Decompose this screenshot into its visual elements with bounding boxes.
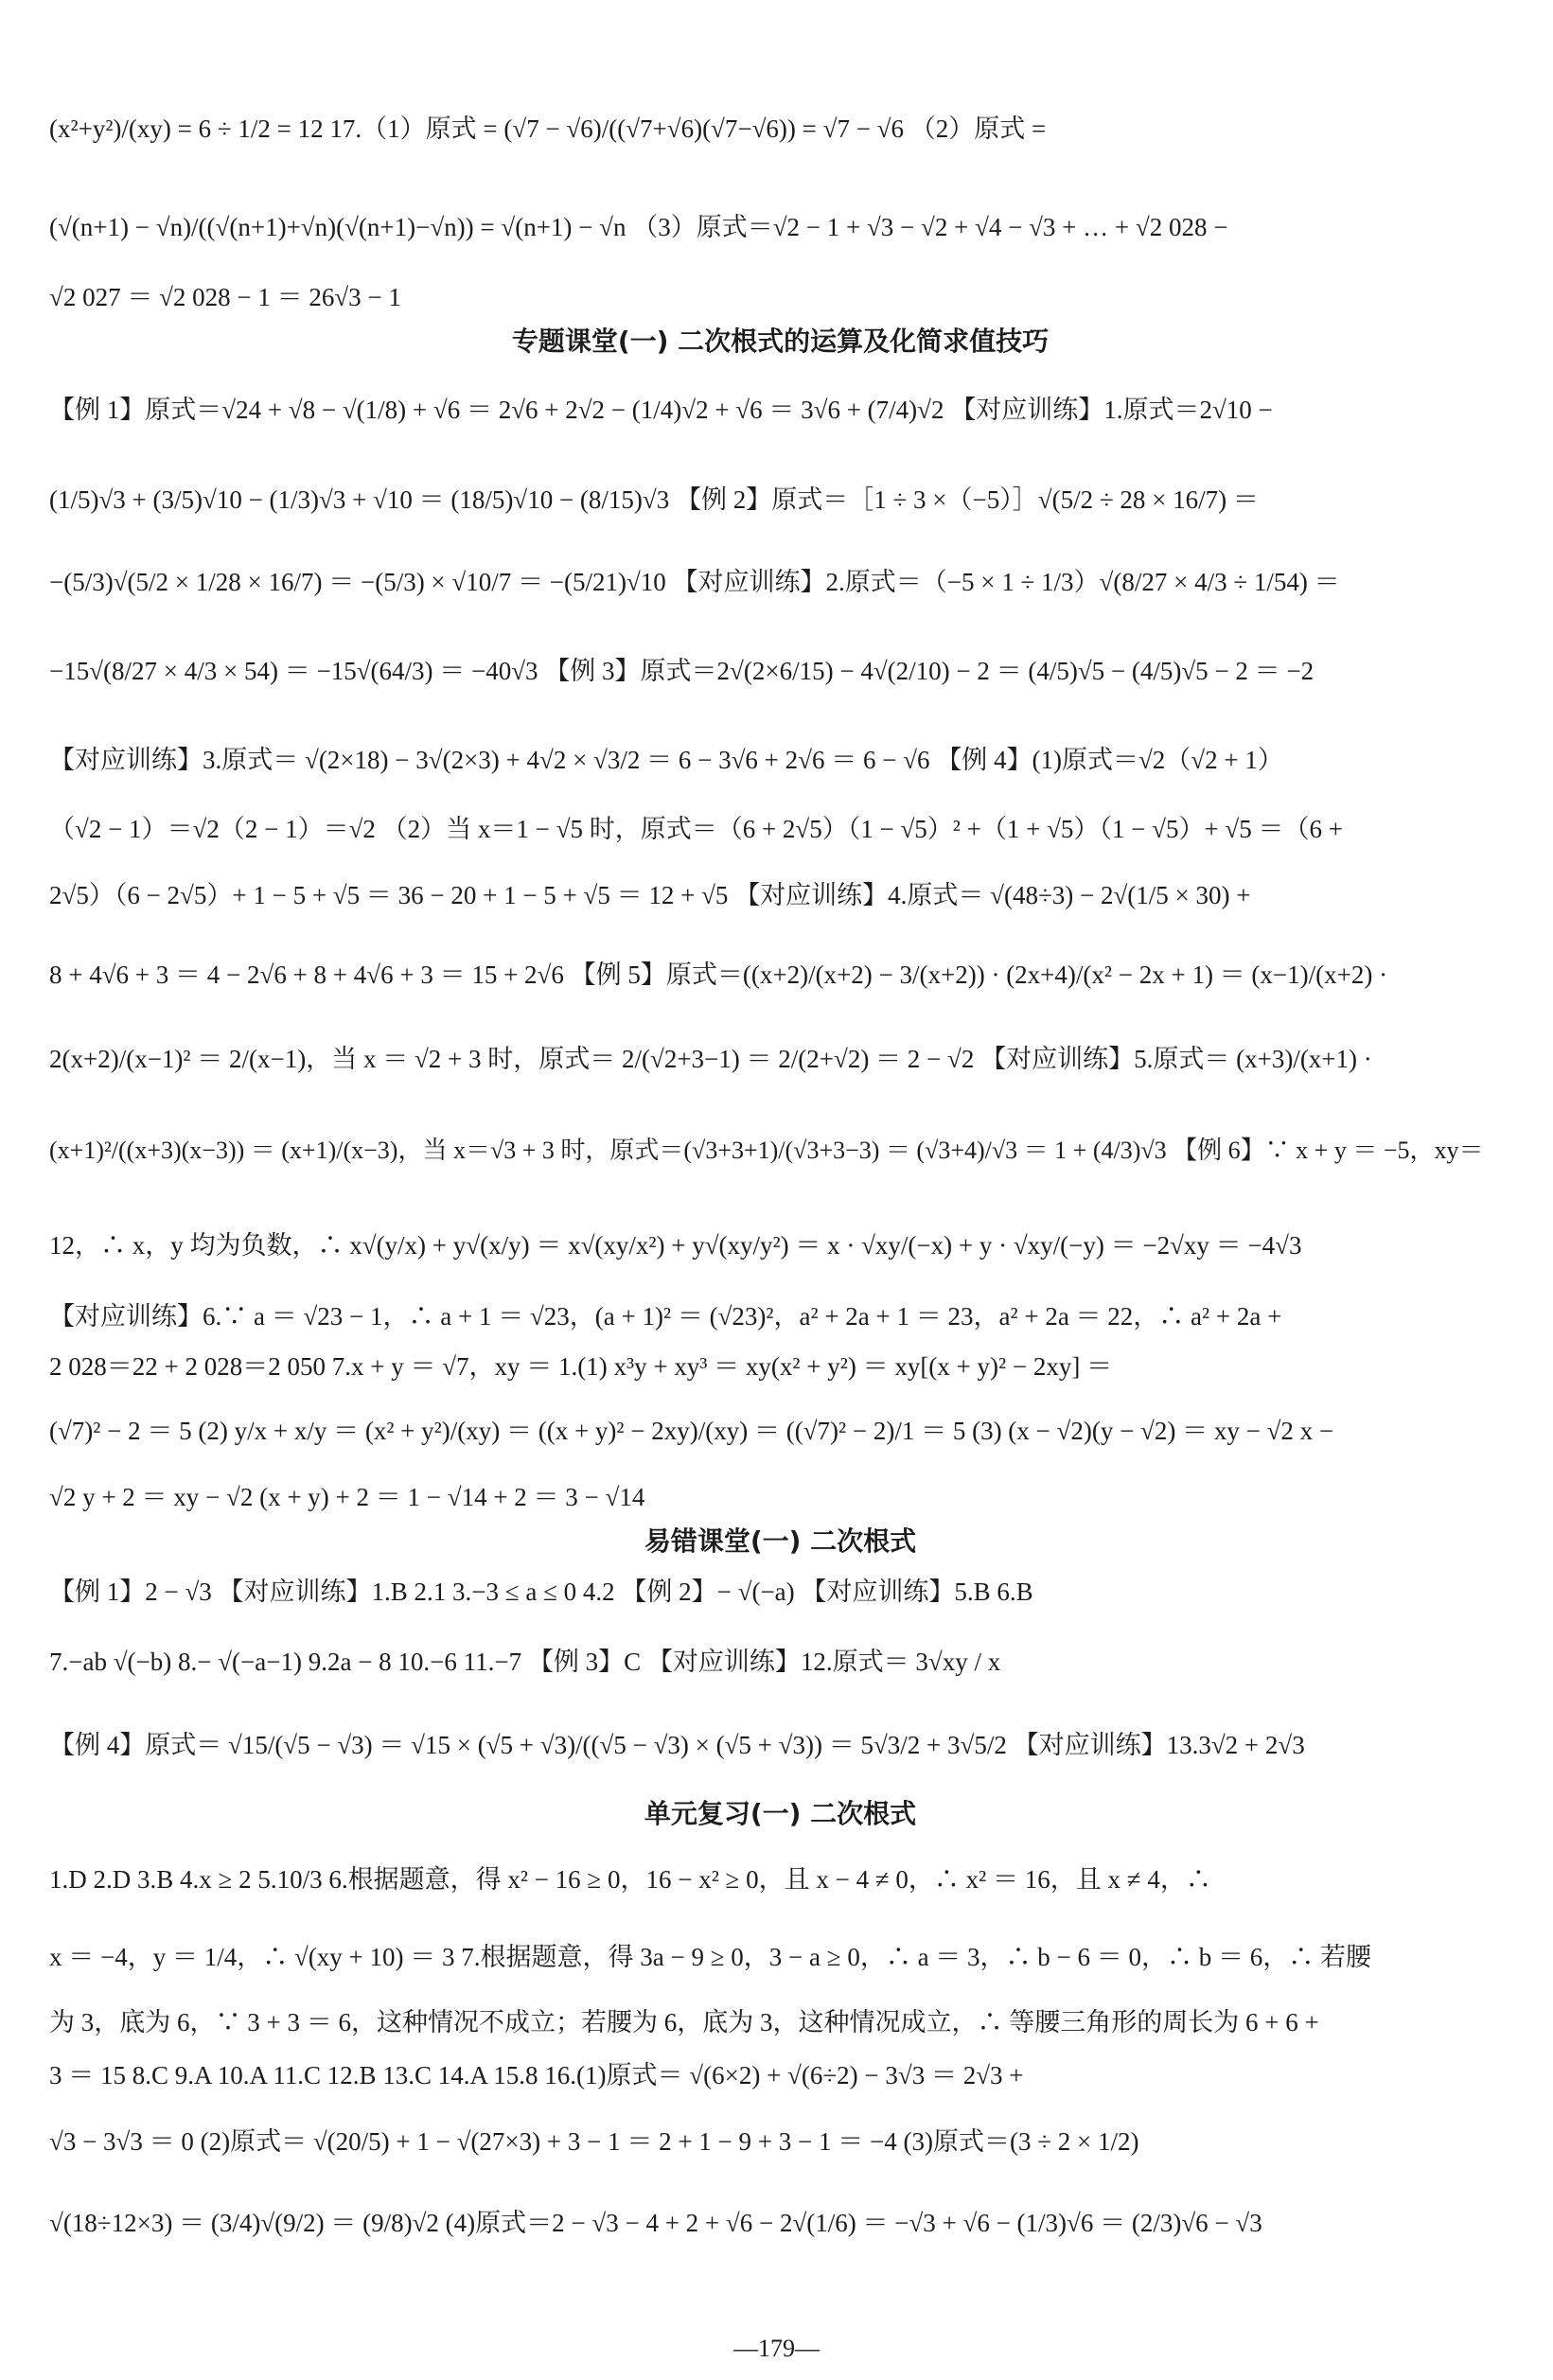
answer-line: √2 027 ＝ √2 028 − 1 ＝ 26√3 − 1 (49, 283, 401, 311)
answer-line: 【例 1】原式＝√24 + √8 − √(1/8) + √6 ＝ 2√6 + 2√2 − (1/4)√2 + √6 ＝ 3√6 + (7/4)√2 【对应训练】1.原式＝2√10 − (49, 396, 1273, 424)
answer-line: 7.−ab √(−b) 8.− √(−a−1) 9.2a − 8 10.−6 11.−7 【例 3】C 【对应训练】12.原式＝ 3√xy / x (49, 1648, 1001, 1676)
answer-line: (√7)² − 2 ＝ 5 (2) y/x + x/y ＝ (x² + y²)/(xy) ＝ ((x + y)² − 2xy)/(xy) ＝ ((√7)² − 2)/1 ＝ 5 (3) (x − √2)(y − √2) ＝ xy − √2 x − (49, 1417, 1334, 1445)
section-heading-unit-review: 单元复习(一) 二次根式 (644, 1798, 917, 1829)
answer-line: (x²+y²)/(xy) = 6 ÷ 1/2 = 12 17.（1）原式 = (√7 − √6)/((√7+√6)(√7−√6)) = √7 − √6 （2）原式 = (49, 115, 1047, 143)
answer-line: √(18÷12×3) ＝ (3/4)√(9/2) ＝ (9/8)√2 (4)原式＝2 − √3 − 4 + 2 + √6 − 2√(1/6) ＝ −√3 + √6 − (1/3)√6 ＝ (2/3)√6 − √3 (49, 2209, 1262, 2237)
answer-line: 2√5）（6 − 2√5）+ 1 − 5 + √5 ＝ 36 − 20 + 1 − 5 + √5 ＝ 12 + √5 【对应训练】4.原式＝ √(48÷3) − 2√(1/5 × 30) + (49, 881, 1251, 909)
answer-line: 【对应训练】3.原式＝ √(2×18) − 3√(2×3) + 4√2 × √3/2 ＝ 6 − 3√6 + 2√6 ＝ 6 − √6 【例 4】(1)原式＝√2（√2 + 1） (49, 746, 1283, 774)
answer-line: √2 y + 2 ＝ xy − √2 (x + y) + 2 ＝ 1 − √14 + 2 ＝ 3 − √14 (49, 1483, 645, 1511)
answer-line: 【例 1】2 − √3 【对应训练】1.B 2.1 3.−3 ≤ a ≤ 0 4.2 【例 2】− √(−a) 【对应训练】5.B 6.B (49, 1578, 1033, 1606)
answer-line: （√2 − 1）＝√2（2 − 1）＝√2 （2）当 x＝1 − √5 时，原式＝（6 + 2√5）（1 − √5）² +（1 + √5）（1 − √5）+ √5 ＝（6 + (49, 815, 1343, 843)
answer-line: 12，∴ x，y 均为负数，∴ x√(y/x) + y√(x/y) ＝ x√(xy/x²) + y√(xy/y²) ＝ x · √xy/(−x) + y · √xy/(−y) ＝ −2√xy ＝ −4√3 (49, 1231, 1302, 1260)
answer-line: 【对应训练】6.∵ a ＝ √23 − 1，∴ a + 1 ＝ √23，(a + 1)² ＝ (√23)²，a² + 2a + 1 ＝ 23，a² + 2a ＝ 22，∴ a² + 2a + (49, 1302, 1282, 1331)
answer-line: √3 − 3√3 ＝ 0 (2)原式＝ √(20/5) + 1 − √(27×3) + 3 − 1 ＝ 2 + 1 − 9 + 3 − 1 ＝ −4 (3)原式＝(3 ÷ 2 × 1/2) (49, 2127, 1139, 2156)
answer-line: 1.D 2.D 3.B 4.x ≥ 2 5.10/3 6.根据题意，得 x² − 16 ≥ 0，16 − x² ≥ 0，且 x − 4 ≠ 0，∴ x² ＝ 16，且 x ≠ 4，∴ (49, 1865, 1211, 1894)
answer-line: x ＝ −4，y ＝ 1/4，∴ √(xy + 10) ＝ 3 7.根据题意，得 3a − 9 ≥ 0，3 − a ≥ 0，∴ a ＝ 3，∴ b − 6 ＝ 0，∴ b ＝ 6，∴ 若腰 (49, 1943, 1372, 1971)
answer-line: 2(x+2)/(x−1)² ＝ 2/(x−1)，当 x ＝ √2 + 3 时，原式＝ 2/(√2+3−1) ＝ 2/(2+√2) ＝ 2 − √2 【对应训练】5.原式＝ (x+3)/(x+1) · (49, 1045, 1372, 1073)
answer-line: (x+1)²/((x+3)(x−3)) ＝ (x+1)/(x−3)，当 x＝√3 + 3 时，原式＝(√3+3+1)/(√3+3−3) ＝ (√3+4)/√3 ＝ 1 + (4/3)√3 【例 6】∵ x + y ＝ −5，xy＝ (49, 1137, 1484, 1164)
answer-line: 2 028＝22 + 2 028＝2 050 7.x + y ＝ √7，xy ＝ 1.(1) x³y + xy³ ＝ xy(x² + y²) ＝ xy[(x + y)² − 2xy] ＝ (49, 1352, 1113, 1381)
answer-line: (√(n+1) − √n)/((√(n+1)+√n)(√(n+1)−√n)) = √(n+1) − √n （3）原式＝√2 − 1 + √3 − √2 + √4 − √3 + … + √2 028 − (49, 213, 1228, 241)
section-heading-special-topic: 专题课堂(一) 二次根式的运算及化简求值技巧 (511, 326, 1050, 357)
page-number: —179— (733, 2335, 820, 2362)
answer-line: 3 ＝ 15 8.C 9.A 10.A 11.C 12.B 13.C 14.A 15.8 16.(1)原式＝ √(6×2) + √(6÷2) − 3√3 ＝ 2√3 + (49, 2061, 1024, 2089)
answer-line: −15√(8/27 × 4/3 × 54) ＝ −15√(64/3) ＝ −40√3 【例 3】原式＝2√(2×6/15) − 4√(2/10) − 2 ＝ (4/5)√5 − (4/5)√5 − 2 ＝ −2 (49, 657, 1315, 685)
answer-line: 8 + 4√6 + 3 ＝ 4 − 2√6 + 8 + 4√6 + 3 ＝ 15 + 2√6 【例 5】原式＝((x+2)/(x+2) − 3/(x+2)) · (2x+4)/(x² − 2x + 1) ＝ (x−1)/(x+2) · (49, 961, 1388, 989)
section-heading-error-prone: 易错课堂(一) 二次根式 (644, 1525, 917, 1557)
answer-line: (1/5)√3 + (3/5)√10 − (1/3)√3 + √10 ＝ (18/5)√10 − (8/15)√3 【例 2】原式＝［1 ÷ 3 ×（−5）］√(5/2 ÷ 28 × 16/7) ＝ (49, 485, 1259, 514)
answer-line: −(5/3)√(5/2 × 1/28 × 16/7) ＝ −(5/3) × √10/7 ＝ −(5/21)√10 【对应训练】2.原式＝（−5 × 1 ÷ 1/3）√(8/27 × 4/3 ÷ 1/54) ＝ (49, 568, 1340, 596)
answer-line: 【例 4】原式＝ √15/(√5 − √3) ＝ √15 × (√5 + √3)/((√5 − √3) × (√5 + √3)) ＝ 5√3/2 + 3√5/2 【对应训练】13.3√2 + 2√3 (49, 1731, 1305, 1759)
answer-line: 为 3，底为 6，∵ 3 + 3 ＝ 6，这种情况不成立；若腰为 6，底为 3，这种情况成立，∴ 等腰三角形的周长为 6 + 6 + (49, 2008, 1319, 2036)
